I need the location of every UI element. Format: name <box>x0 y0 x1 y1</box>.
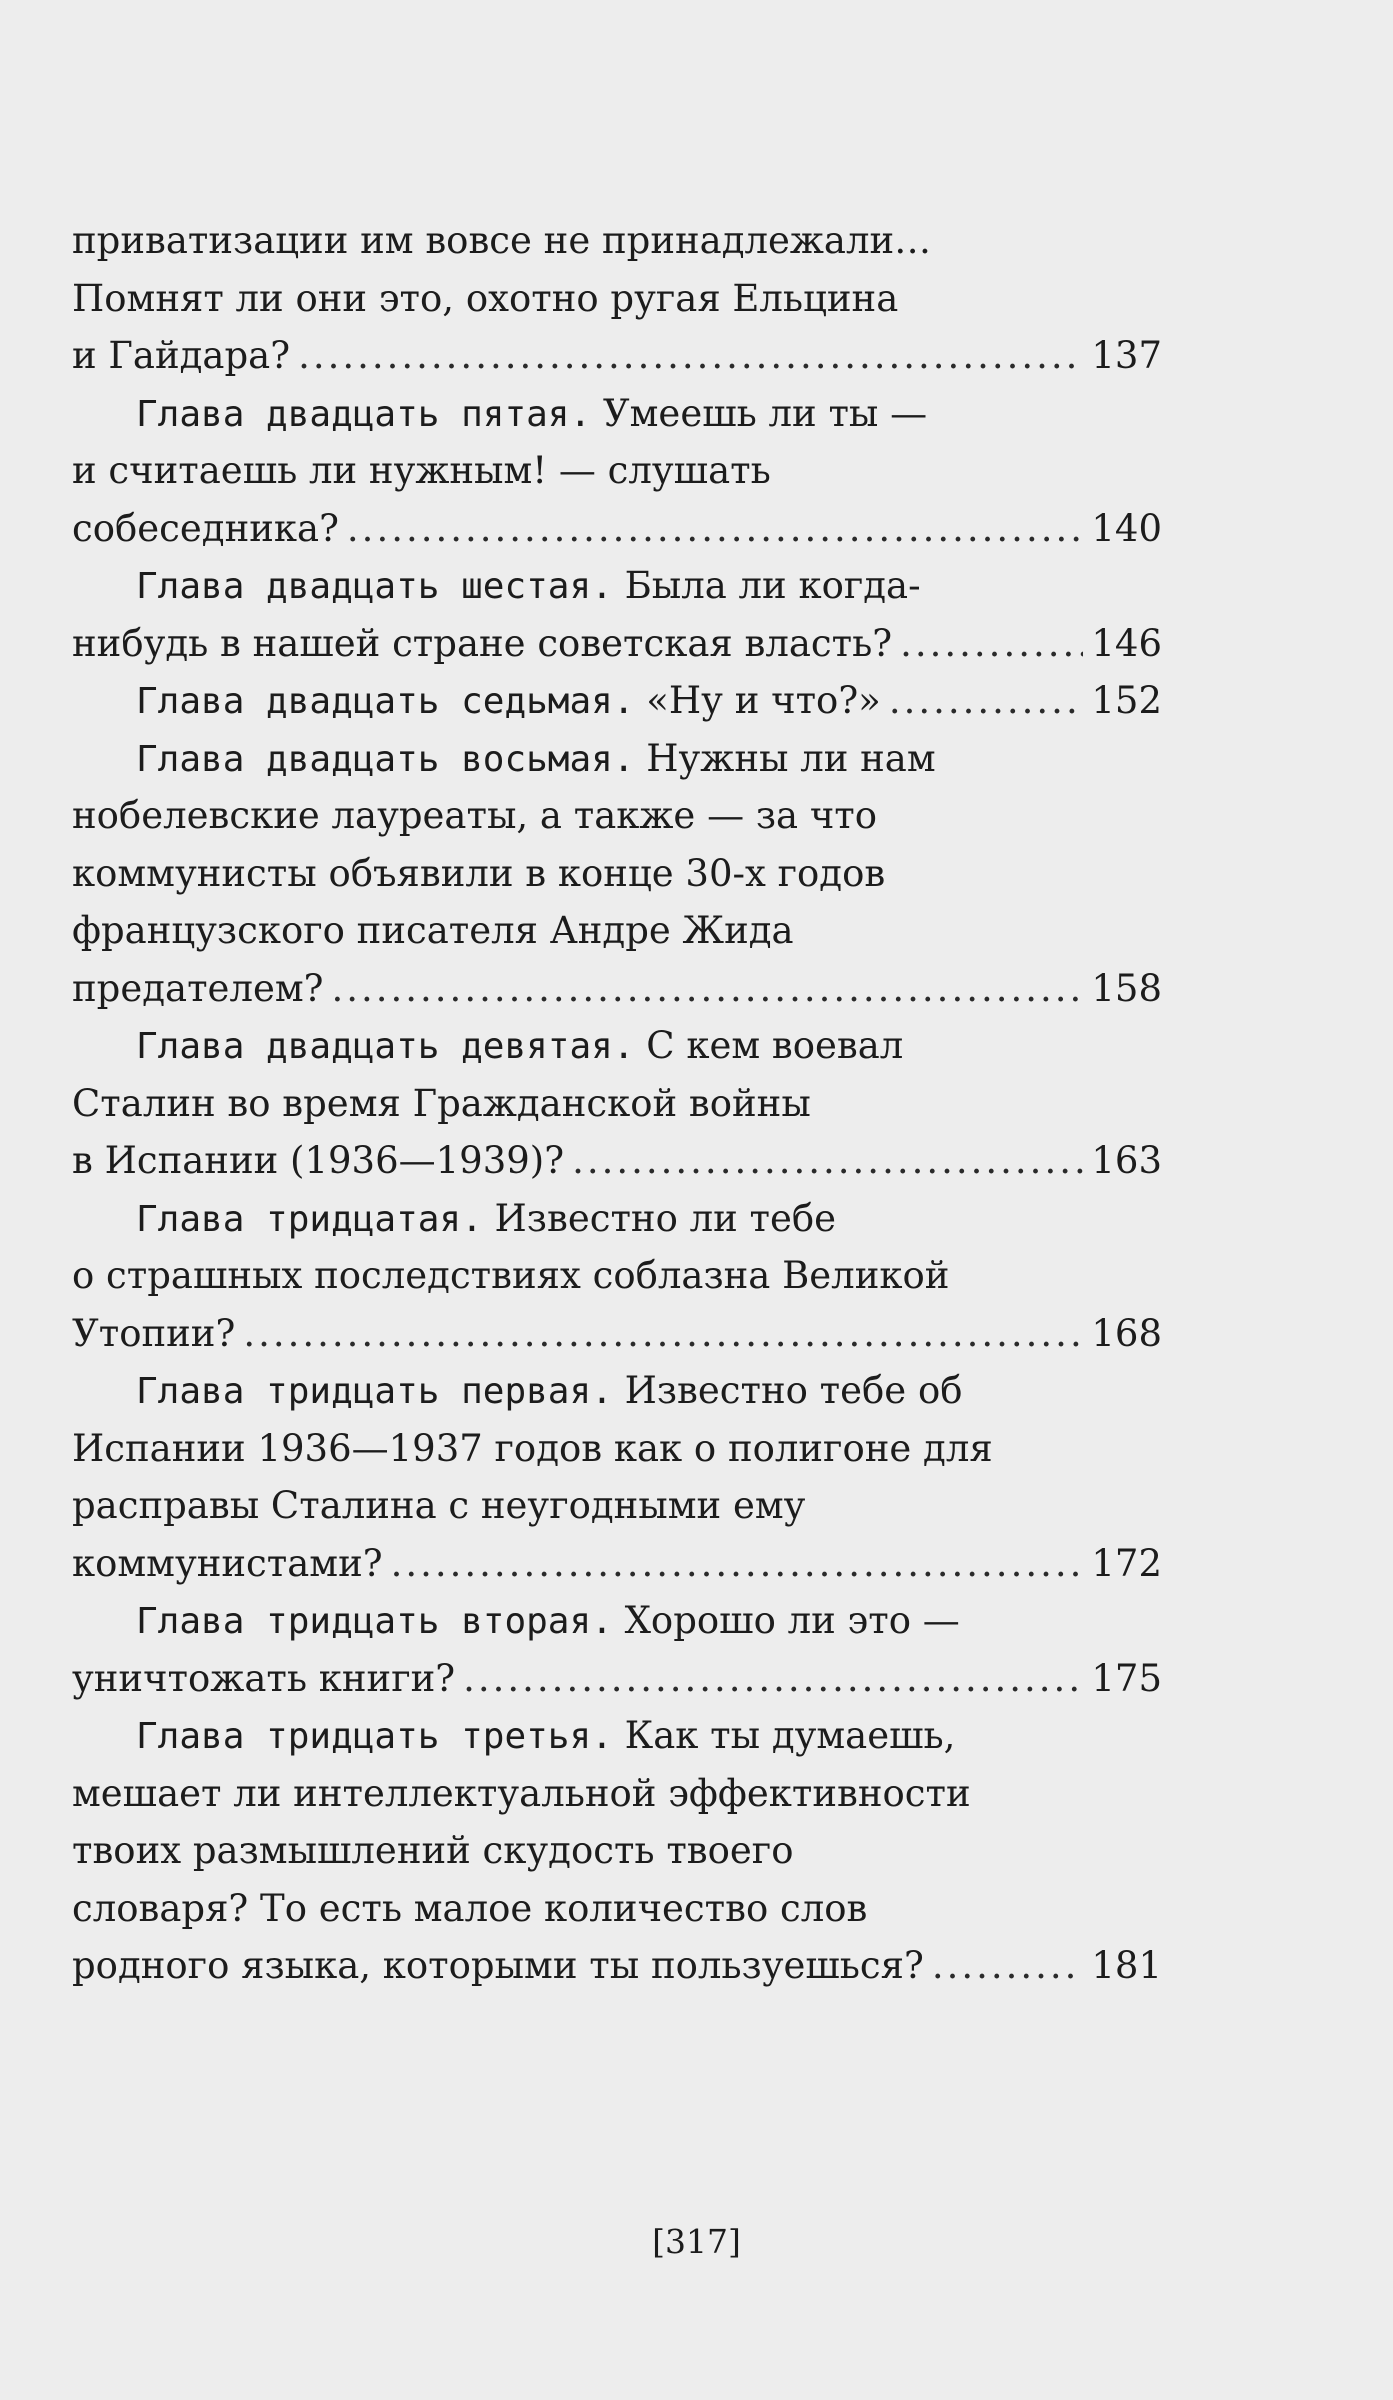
toc-line-text <box>136 737 936 780</box>
dot-leader <box>932 1937 1084 1995</box>
toc-page-number: 172 <box>1091 1541 1162 1585</box>
toc-line-text <box>72 1132 564 1190</box>
toc-entry-text: нибудь в нашей стране советская власть? <box>72 621 893 665</box>
toc-line-text <box>72 1887 867 1930</box>
toc-line <box>72 1937 1162 1995</box>
toc-line <box>72 442 1162 500</box>
toc-line-text <box>72 1829 793 1872</box>
toc-chapter-line <box>72 730 1162 788</box>
dot-leader <box>347 500 1083 558</box>
toc-chapter-line <box>72 672 1162 730</box>
dot-leader <box>572 1132 1083 1190</box>
toc-entry-text: французского писателя Андре Жида <box>72 909 794 952</box>
toc-chapter-line <box>72 1017 1162 1075</box>
toc-line-text <box>72 327 290 385</box>
chapter-label: Глава двадцать девятая. <box>136 1026 635 1067</box>
toc-line-text <box>72 1427 993 1470</box>
toc-line-text <box>72 1772 971 1815</box>
toc-line <box>72 845 1162 903</box>
toc-line-text <box>72 615 892 673</box>
toc-page-number: 140 <box>1091 506 1162 550</box>
toc-chapter-line <box>72 1707 1162 1765</box>
toc-entry-text: Помнят ли они это, охотно ругая Ельцина <box>72 276 899 320</box>
toc-entry-text: «Ну и что?» <box>634 679 881 722</box>
toc-line-text <box>72 1305 235 1363</box>
toc-chapter-line <box>72 1592 1162 1650</box>
dot-leader <box>331 960 1083 1018</box>
toc-line-text <box>136 564 921 607</box>
toc-line <box>72 615 1162 673</box>
toc-entry-text: Как ты думаешь, <box>612 1714 956 1757</box>
toc-page-number: 175 <box>1091 1656 1162 1700</box>
toc-entry-text: Нужны ли нам <box>634 736 936 780</box>
toc-line-text <box>136 1599 960 1642</box>
toc-chapter-line <box>72 557 1162 615</box>
toc-entry-text: уничтожать книги? <box>72 1656 456 1700</box>
toc-entry-text: коммунистами? <box>72 1541 383 1585</box>
toc-entry-text: твоих размышлений скудость твоего <box>72 1829 794 1872</box>
toc-page-number: 146 <box>1091 621 1162 665</box>
toc-line <box>72 1075 1162 1133</box>
toc-line-text <box>72 449 771 492</box>
toc-line-text <box>72 1535 383 1593</box>
toc-line-text <box>72 1484 805 1527</box>
chapter-label: Глава двадцать восьмая. <box>136 738 635 780</box>
toc-line-text <box>136 392 927 435</box>
toc-line <box>72 1650 1162 1708</box>
toc-chapter-line <box>72 1362 1162 1420</box>
toc-entry-text: и Гайдара? <box>72 334 291 377</box>
chapter-label: Глава тридцать первая. <box>136 1371 613 1412</box>
toc-entry-text: Утопии? <box>72 1311 236 1355</box>
dot-leader <box>243 1305 1083 1363</box>
toc-chapter-line <box>72 1190 1162 1248</box>
toc-entry-text: С кем воевал <box>634 1024 904 1067</box>
toc-entry-text: Умеешь ли ты — <box>591 391 928 435</box>
toc-page-number: 137 <box>1091 334 1162 377</box>
dot-leader <box>298 327 1083 385</box>
toc-entry-text: Хорошо ли это — <box>612 1599 960 1642</box>
toc-line-text <box>136 1024 903 1067</box>
toc-entry-text: расправы Сталина с неугодными ему <box>72 1484 806 1527</box>
dot-leader <box>889 672 1084 730</box>
toc-line <box>72 1477 1162 1535</box>
toc-line-text <box>72 500 339 558</box>
toc-line <box>72 270 1162 328</box>
page-number: [317] <box>652 2222 741 2261</box>
toc-line-text <box>72 909 794 952</box>
toc-entry-text: собеседника? <box>72 506 339 550</box>
toc-entry-text: в Испании (1936—1939)? <box>72 1139 565 1182</box>
toc-line-text <box>72 1254 949 1297</box>
toc-line-text <box>72 1937 924 1995</box>
toc-line <box>72 500 1162 558</box>
chapter-label: Глава двадцать шестая. <box>136 566 613 607</box>
toc-entry-text: мешает ли интеллектуальной эффективности <box>72 1771 971 1815</box>
toc-line-text <box>136 1714 955 1757</box>
toc-page-number: 158 <box>1091 966 1162 1010</box>
toc-line <box>72 902 1162 960</box>
toc-entry-text: Сталин во время Гражданской войны <box>72 1081 811 1125</box>
dot-leader <box>463 1650 1083 1708</box>
toc-entry-text: Известно ли тебе <box>482 1196 837 1240</box>
toc-entry-text: родного языка, которыми ты пользуешься? <box>72 1944 924 1987</box>
toc-page-number: 152 <box>1091 679 1162 722</box>
toc-line-text <box>136 1197 836 1240</box>
chapter-label: Глава тридцать третья. <box>136 1716 613 1757</box>
toc-line-text <box>136 672 881 730</box>
toc-line-text <box>72 219 931 262</box>
toc-line <box>72 212 1162 270</box>
chapter-label: Глава двадцать пятая. <box>136 393 592 435</box>
toc-line <box>72 1247 1162 1305</box>
toc-chapter-line <box>72 385 1162 443</box>
toc-line-text <box>72 1650 455 1708</box>
toc-line <box>72 1305 1162 1363</box>
toc-line-text <box>72 960 323 1018</box>
toc-line <box>72 327 1162 385</box>
toc-entry-text: Известно тебе об <box>612 1369 963 1412</box>
table-of-contents <box>72 212 1162 1995</box>
toc-entry-text: и считаешь ли нужным! — слушать <box>72 449 771 492</box>
toc-line-text <box>72 852 885 895</box>
dot-leader <box>391 1535 1084 1593</box>
toc-entry-text: предателем? <box>72 966 324 1010</box>
toc-line-text <box>72 1082 811 1125</box>
toc-entry-text: словаря? То есть малое количество слов <box>72 1886 868 1930</box>
toc-entry-text: о страшных последствиях соблазна Великой <box>72 1254 950 1297</box>
toc-page-number: 163 <box>1091 1139 1162 1182</box>
toc-entry-text: Была ли когда- <box>612 564 921 607</box>
toc-line <box>72 787 1162 845</box>
toc-line <box>72 960 1162 1018</box>
toc-line <box>72 1822 1162 1880</box>
toc-entry-text: нобелевские лауреаты, а также — за что <box>72 794 878 837</box>
toc-page-number: 168 <box>1091 1311 1162 1355</box>
toc-page-number: 181 <box>1091 1944 1162 1987</box>
dot-leader <box>900 615 1083 673</box>
toc-line <box>72 1132 1162 1190</box>
toc-line-text <box>72 277 898 320</box>
toc-line <box>72 1880 1162 1938</box>
toc-entry-text: Испании 1936—1937 годов как о полигоне для <box>72 1426 993 1470</box>
chapter-label: Глава тридцатая. <box>136 1198 483 1240</box>
chapter-label: Глава двадцать седьмая. <box>136 681 635 722</box>
toc-line-text <box>136 1369 963 1412</box>
toc-line <box>72 1765 1162 1823</box>
toc-entry-text: приватизации им вовсе не принадлежали… <box>72 219 932 262</box>
toc-line-text <box>72 794 877 837</box>
toc-line <box>72 1535 1162 1593</box>
toc-line <box>72 1420 1162 1478</box>
toc-entry-text: коммунисты объявили в конце 30-х годов <box>72 851 886 895</box>
chapter-label: Глава тридцать вторая. <box>136 1601 613 1642</box>
